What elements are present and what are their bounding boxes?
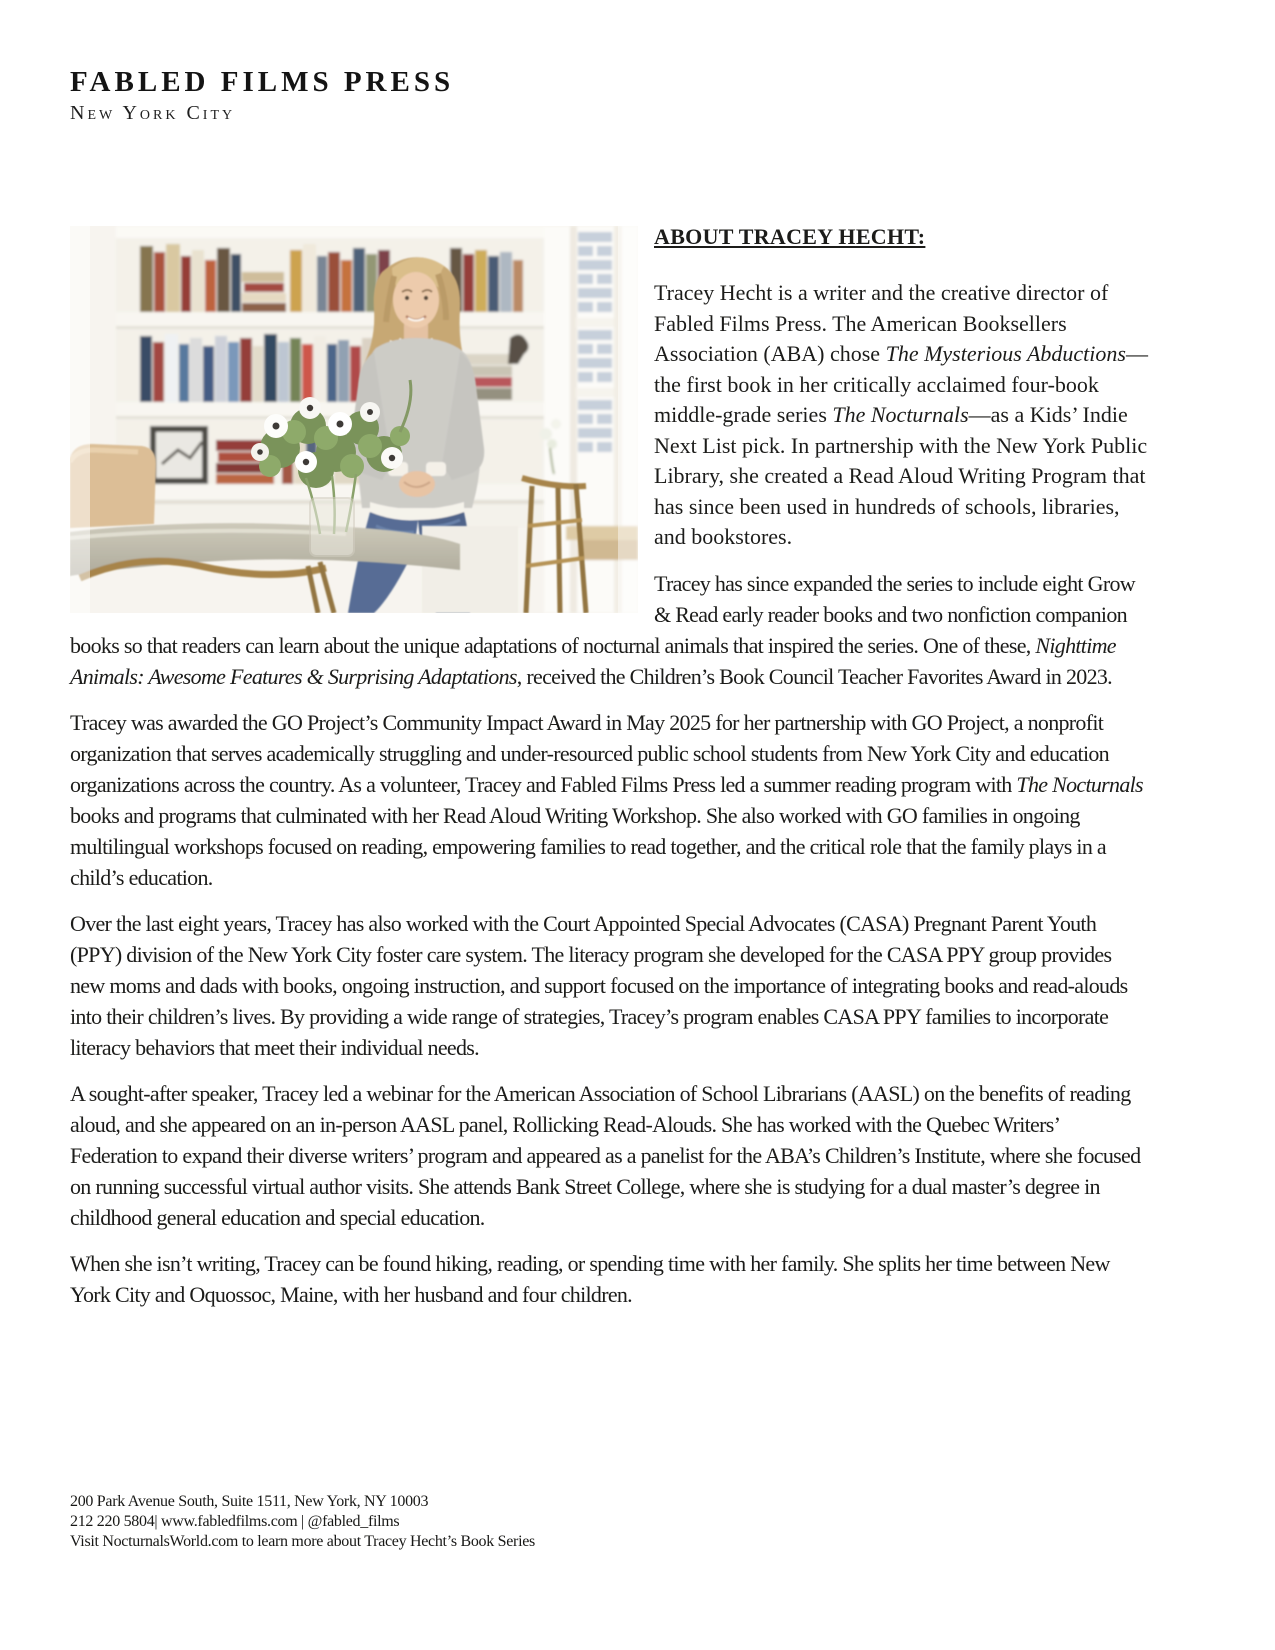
press-letterhead xyxy=(70,66,454,125)
about-article xyxy=(70,222,1148,1325)
press-logo-subtitle: New York City xyxy=(70,102,236,124)
paragraph xyxy=(70,908,1148,1063)
body-text-run: —as a Kids’ Indie Next List pick. In partnership with the New York Public Library, she created a Read Aloud Writing Program that has since been used in hundreds of schools, libraries, and bookstores. xyxy=(654,402,1148,549)
book-title-italic: The Mysterious Abductions xyxy=(885,341,1126,366)
about-heading: ABOUT TRACEY HECHT: xyxy=(654,224,926,249)
body-text-run: Over the last eight years, Tracey has also worked with the Court Appointed Special Advocates (CASA) Pregnant Parent Youth (PPY) division of the New York City foster care system. The literacy program she developed for the CASA PPY group provides new moms and dads with books, ongoing instruction, and support focused on the importance of integrating books and read-alouds into their children’s lives. By providing a wide range of strategies, Tracey’s program enables CASA PPY families to incorporate literacy behaviors that meet their individual needs. xyxy=(70,910,1128,1060)
footer-nocturnals-line: Visit NocturnalsWorld.com to learn more about Tracey Hecht’s Book Series xyxy=(70,1533,535,1550)
body-text-run: books and programs that culminated with her Read Aloud Writing Workshop. She also worked with GO families in ongoing multilingual workshops focused on reading, empowering families to read together, and the critical role that the family plays in a child’s education. xyxy=(70,802,1106,890)
book-title-italic: The Nocturnals xyxy=(832,402,969,427)
paragraph xyxy=(70,1078,1148,1233)
author-photo xyxy=(70,226,638,613)
body-text-run: When she isn’t writing, Tracey can be found hiking, reading, or spending time with her family. She splits her time between New York City and Oquossoc, Maine, with her husband and four children. xyxy=(70,1250,1110,1307)
footer-phone-web-line: 212 220 5804| www.fabledfilms.com | @fabled_films xyxy=(70,1513,400,1530)
paragraph xyxy=(70,707,1148,893)
book-title-italic: The Nocturnals xyxy=(1016,771,1143,797)
press-logo-title: FABLED FILMS PRESS xyxy=(70,66,455,98)
body-text-run: Tracey has since expanded the series to include eight Grow & Read early reader books and two nonfiction companion books so that readers can learn about the unique adaptations of nocturnal animals that inspired the series. One of these, xyxy=(70,570,1135,658)
body-text-run: , received the Children’s Book Council Teacher Favorites Award in 2023. xyxy=(516,663,1112,689)
body-text-run: A sought-after speaker, Tracey led a webinar for the American Association of School Librarians (AASL) on the benefits of reading aloud, and she appeared on an in-person AASL panel, Rollicking Read-Alouds. She has worked with the Quebec Writers’ Federation to expand their diverse writers’ program and appeared as a panelist for the ABA’s Children’s Institute, where she focused on running successful virtual author visits. She attends Bank Street College, where she is studying for a dual master’s degree in childhood general education and special education. xyxy=(70,1080,1141,1230)
body-text-run: —the first book in her critically acclaimed four-book middle-grade series xyxy=(654,341,1148,427)
body-text-run: Tracey was awarded the GO Project’s Community Impact Award in May 2025 for her partnership with GO Project, a nonprofit organization that serves academically struggling and under-resourced public school students from New York City and education organizations across the country. As a volunteer, Tracey and Fabled Films Press led a summer reading program with xyxy=(70,709,1109,797)
footer-contact xyxy=(70,1492,535,1552)
footer-address-line: 200 Park Avenue South, Suite 1511, New York, NY 10003 xyxy=(70,1493,429,1510)
book-title-italic: Nighttime Animals: Awesome Features & Surprising Adaptations xyxy=(70,632,1116,689)
body-text-run: Tracey Hecht is a writer and the creative director of Fabled Films Press. The American Booksellers Association (ABA) chose xyxy=(654,280,1109,366)
paragraph xyxy=(70,1248,1148,1310)
